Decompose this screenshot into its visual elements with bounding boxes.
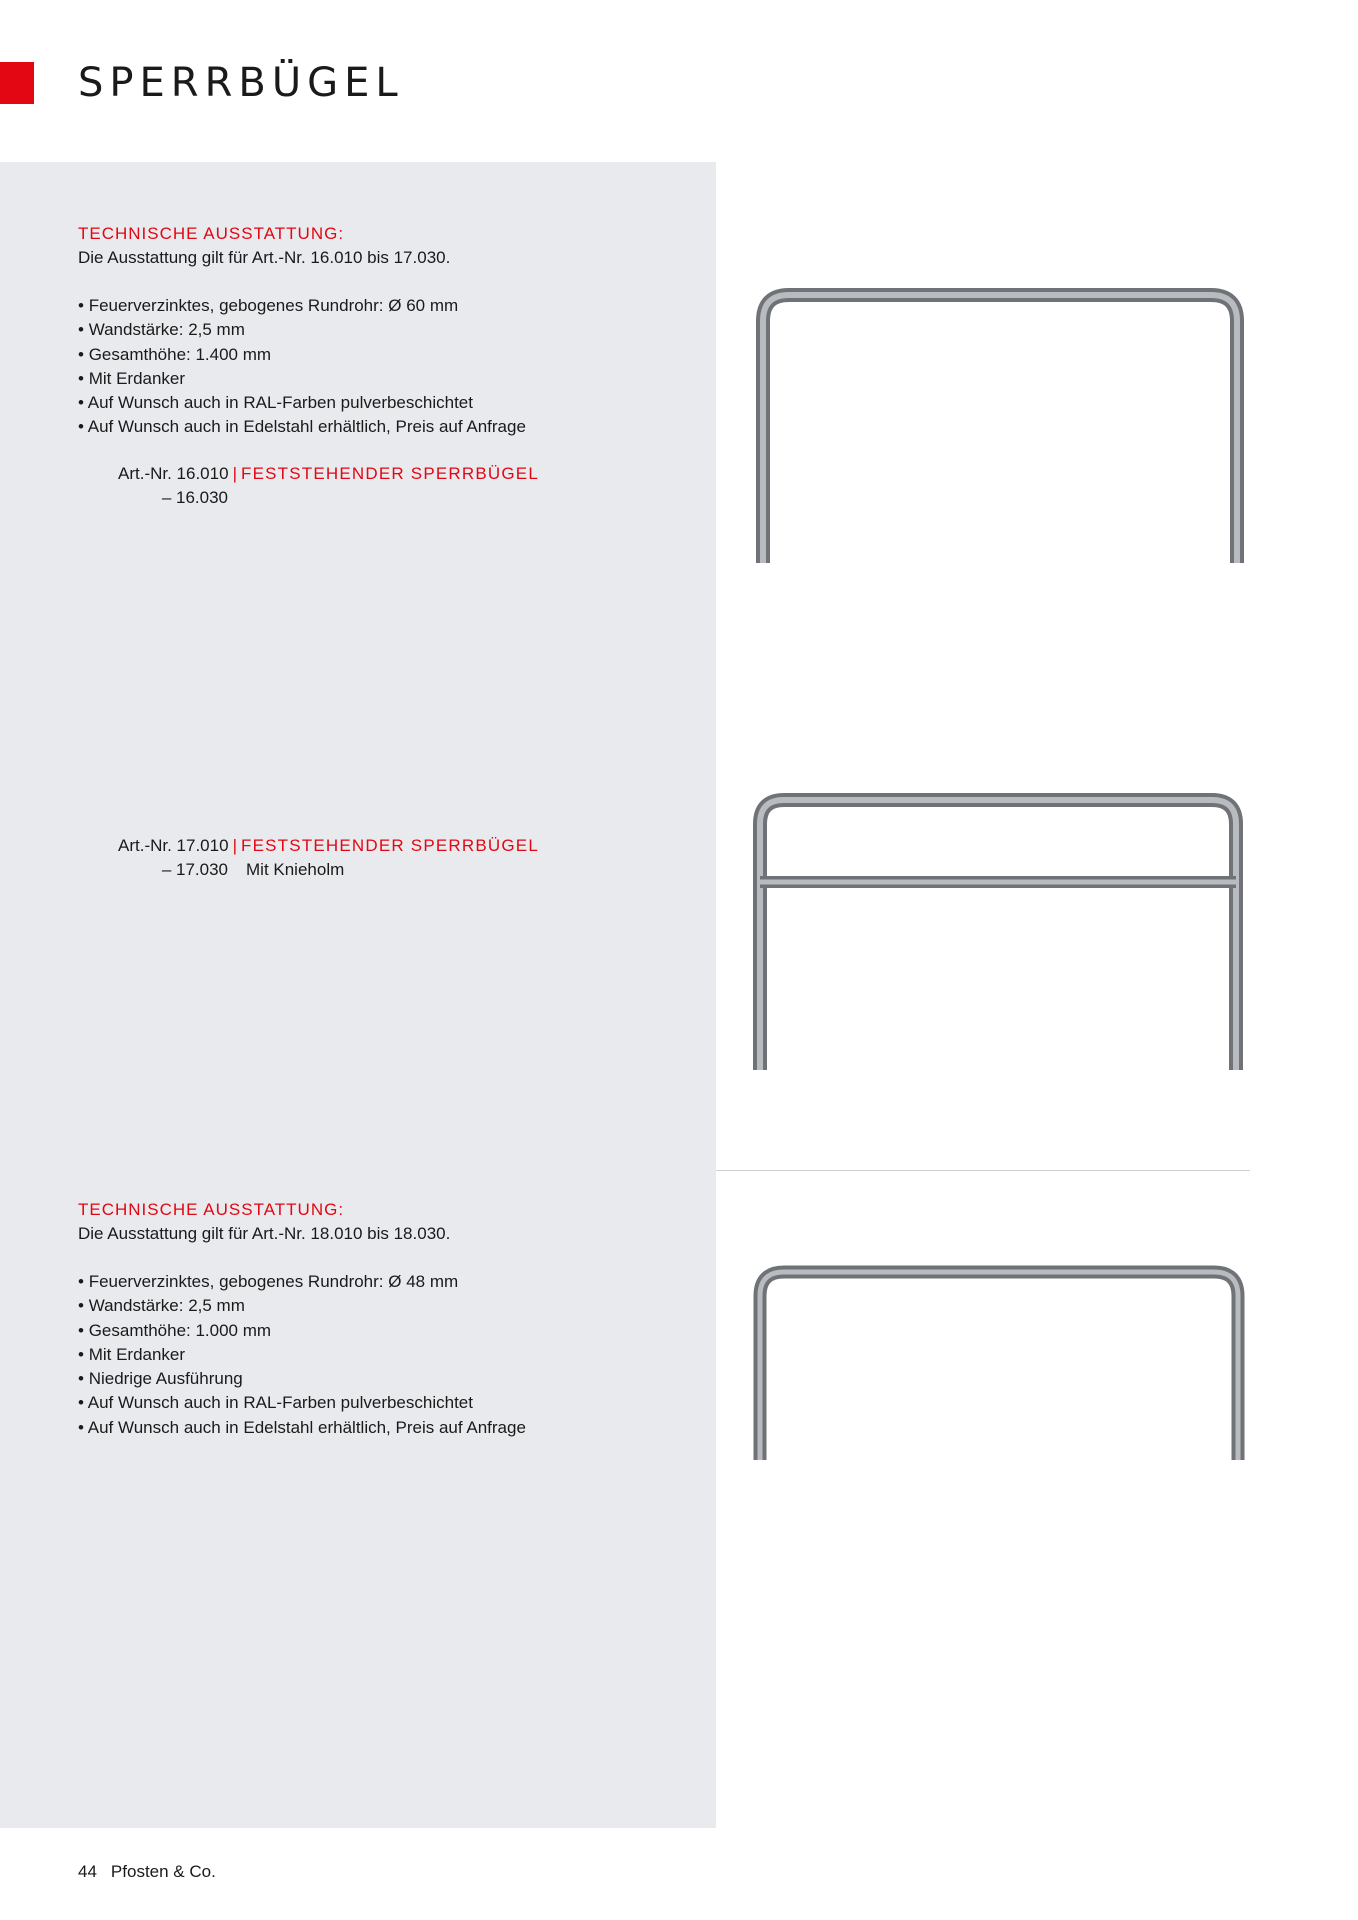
barrier-knee-rail-image [748, 790, 1248, 1072]
product-note: Mit Knieholm [246, 860, 345, 879]
spec-intro: Die Ausstattung gilt für Art.-Nr. 16.010 bis 17.030. [78, 248, 451, 267]
spec-item: • Mit Erdanker [78, 367, 526, 391]
article-number: Art.-Nr. 17.010 [118, 836, 229, 855]
page-title: SPERRBÜGEL [78, 60, 404, 106]
section-divider [716, 1170, 1250, 1171]
spec-item: • Wandstärke: 2,5 mm [78, 318, 526, 342]
spec-item: • Wandstärke: 2,5 mm [78, 1294, 526, 1318]
barrier-tall-image [750, 285, 1250, 565]
spec-item: • Gesamthöhe: 1.000 mm [78, 1319, 526, 1343]
footer-brand: Pfosten & Co. [110, 1862, 216, 1881]
spec-list [78, 294, 526, 440]
header-accent-square [0, 62, 34, 104]
product-entry-16010 [118, 462, 539, 510]
article-range: – 16.030 [161, 488, 228, 507]
page-footer [78, 1860, 216, 1884]
spec-heading: TECHNISCHE AUSSTATTUNG: [78, 224, 345, 243]
article-range: – 17.030 [161, 860, 228, 879]
spec-item: • Auf Wunsch auch in Edelstahl erhältlich, Preis auf Anfrage [78, 415, 526, 439]
spec-block-1 [78, 222, 526, 440]
spec-intro: Die Ausstattung gilt für Art.-Nr. 18.010 bis 18.030. [78, 1224, 451, 1243]
page-number: 44 [78, 1862, 97, 1881]
spec-item: • Auf Wunsch auch in RAL-Farben pulverbeschichtet [78, 1391, 526, 1415]
spec-item: • Gesamthöhe: 1.400 mm [78, 343, 526, 367]
separator: | [232, 464, 237, 483]
spec-item: • Auf Wunsch auch in Edelstahl erhältlich, Preis auf Anfrage [78, 1416, 526, 1440]
spec-item: • Mit Erdanker [78, 1343, 526, 1367]
spec-list [78, 1270, 526, 1440]
spec-item: • Niedrige Ausführung [78, 1367, 526, 1391]
spec-item: • Feuerverzinktes, gebogenes Rundrohr: Ø 48 mm [78, 1270, 526, 1294]
article-number: Art.-Nr. 16.010 [118, 464, 229, 483]
spec-item: • Auf Wunsch auch in RAL-Farben pulverbeschichtet [78, 391, 526, 415]
product-title: FESTSTEHENDER SPERRBÜGEL [240, 464, 540, 483]
separator: | [232, 836, 237, 855]
spec-item: • Feuerverzinktes, gebogenes Rundrohr: Ø 60 mm [78, 294, 526, 318]
product-title: FESTSTEHENDER SPERRBÜGEL [240, 836, 540, 855]
barrier-low-image [748, 1262, 1248, 1462]
spec-block-2 [78, 1198, 526, 1440]
product-entry-17010 [118, 834, 539, 882]
spec-heading: TECHNISCHE AUSSTATTUNG: [78, 1200, 345, 1219]
